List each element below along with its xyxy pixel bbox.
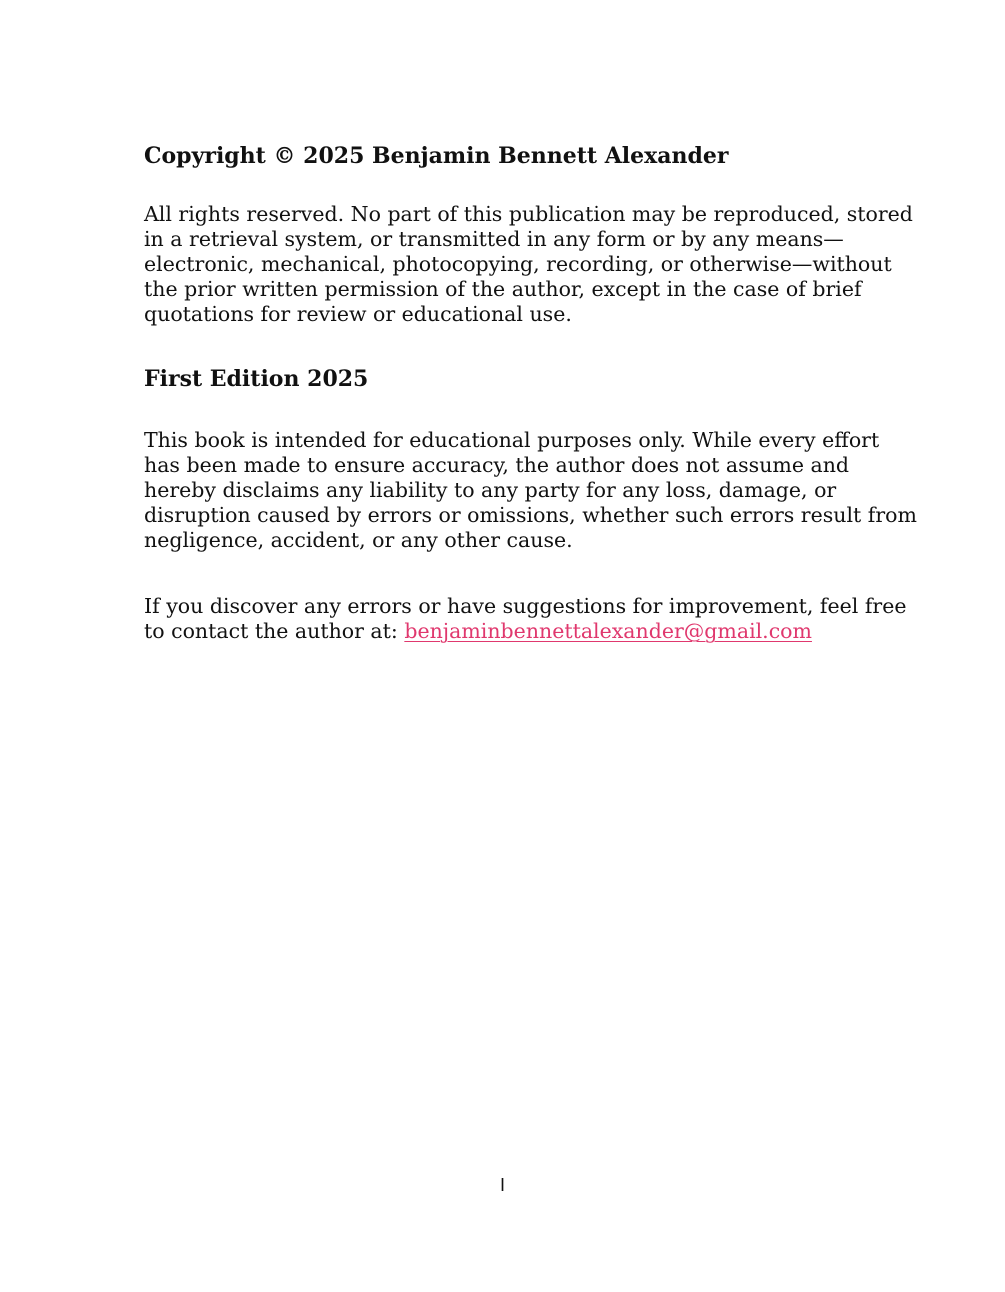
page-number: I <box>499 1175 505 1195</box>
disclaimer-paragraph <box>144 428 917 553</box>
copyright-section <box>144 143 884 169</box>
disclaimer-line: has been made to ensure accuracy, the author does not assume and <box>144 453 850 477</box>
rights-line: All rights reserved. No part of this publication may be reproduced, stored <box>144 202 913 226</box>
rights-line: quotations for review or educational use. <box>144 302 572 326</box>
rights-line: electronic, mechanical, photocopying, recording, or otherwise—without <box>144 252 892 276</box>
rights-line: in a retrieval system, or transmitted in any form or by any means— <box>144 227 844 251</box>
copyright-heading: Copyright © 2025 Benjamin Bennett Alexander <box>144 143 729 169</box>
edition-section <box>144 366 884 392</box>
disclaimer-line: This book is intended for educational purposes only. While every effort <box>144 428 880 452</box>
edition-heading: First Edition 2025 <box>144 366 369 392</box>
contact-prefix: to contact the author at: <box>144 619 405 643</box>
contact-line <box>144 619 884 644</box>
disclaimer-line: negligence, accident, or any other cause. <box>144 528 573 552</box>
rights-paragraph <box>144 202 913 327</box>
contact-paragraph <box>144 594 907 644</box>
disclaimer-line: hereby disclaims any liability to any party for any loss, damage, or <box>144 478 837 502</box>
disclaimer-line: disruption caused by errors or omissions, whether such errors result from <box>144 503 917 527</box>
author-email-link[interactable]: benjaminbennettalexander@gmail.com <box>404 619 812 643</box>
contact-line: If you discover any errors or have suggestions for improvement, feel free <box>144 594 907 618</box>
rights-line: the prior written permission of the author, except in the case of brief <box>144 277 862 301</box>
